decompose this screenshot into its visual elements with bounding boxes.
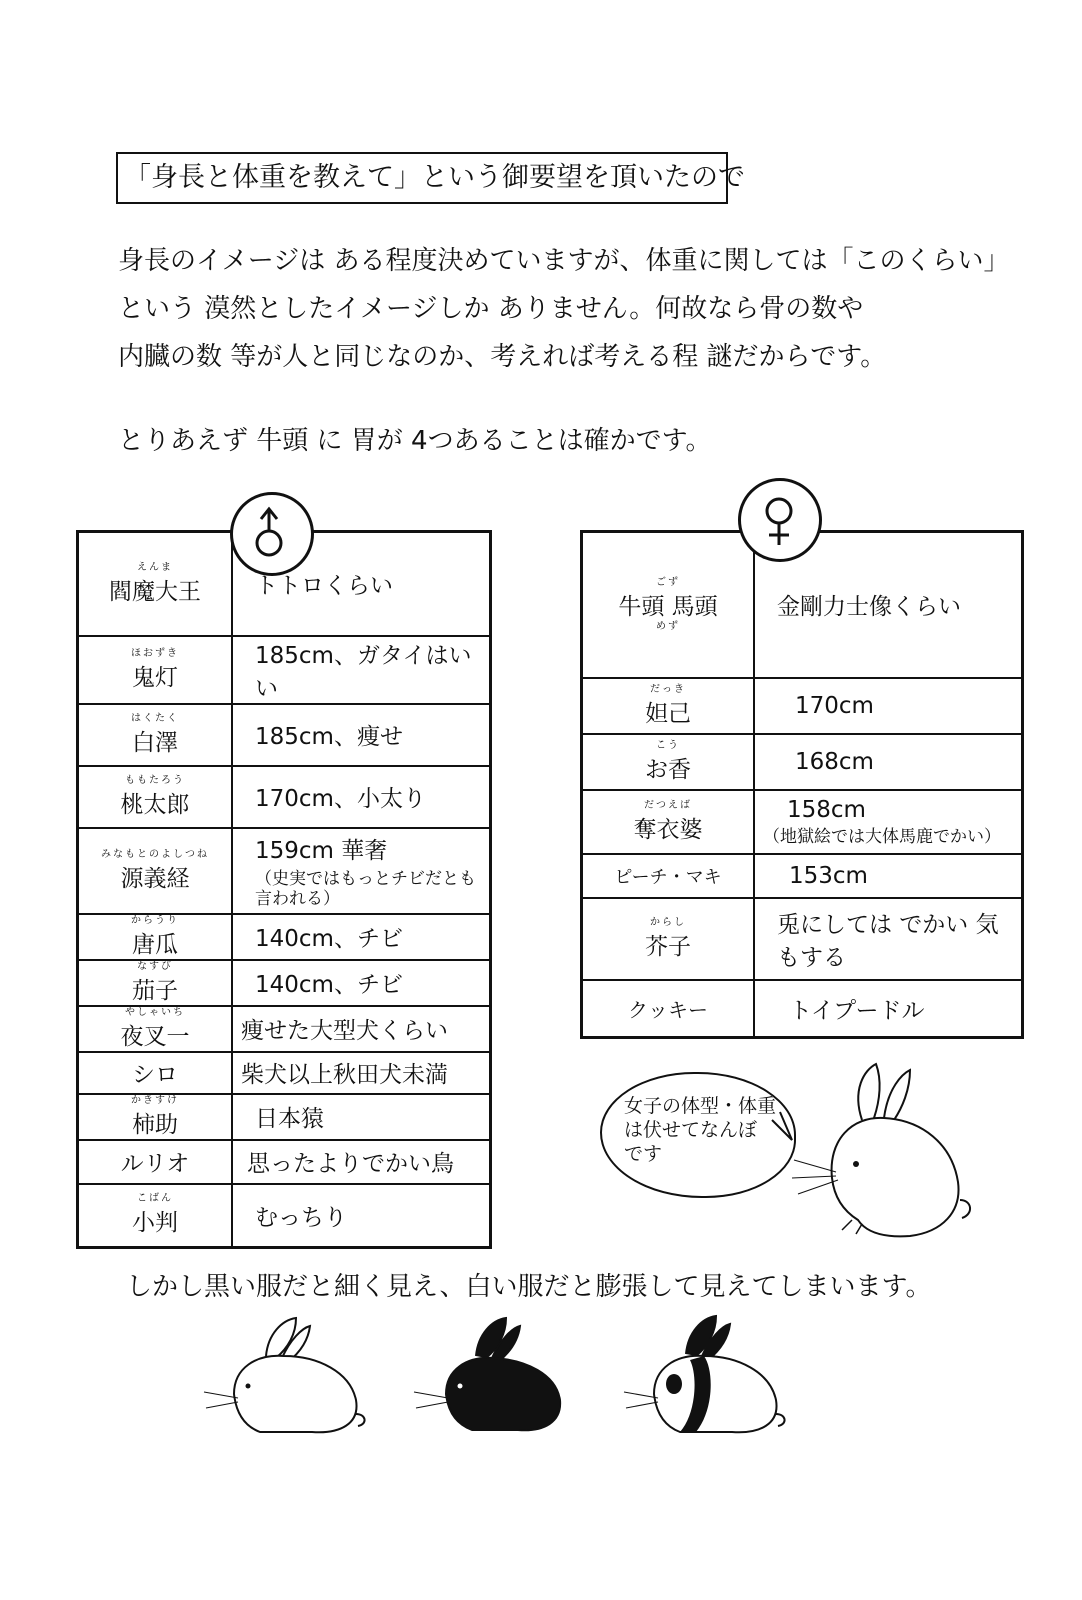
ruby-reading: こう [655, 739, 680, 751]
character-size: 140cm、チビ [232, 960, 491, 1006]
female-table [580, 530, 1024, 1039]
male-table [76, 530, 492, 1249]
page-title: 「身長と体重を教えて」という御要望を頂いたので [116, 152, 728, 204]
name-text: 茄子 [132, 977, 178, 1004]
table-row [78, 636, 491, 704]
ruby-reading: はくたく [131, 712, 179, 724]
character-name [78, 828, 233, 914]
table-row [582, 854, 1023, 898]
name-text: ルリオ [120, 1151, 190, 1177]
character-size [232, 828, 491, 914]
name-text: 桃太郎 [120, 791, 190, 818]
character-size: トトロくらい [232, 532, 491, 636]
ruby-reading: ほおずき [131, 647, 179, 659]
character-name [582, 854, 754, 898]
table-row [582, 678, 1023, 734]
ruby-reading: からうり [131, 914, 179, 926]
bubble-text: 女子の体型・体重 は伏せてなんぼ です [624, 1095, 777, 1165]
table-row [78, 1094, 491, 1140]
character-size: 兎にしては でかい 気もする [754, 898, 1023, 980]
ruby-reading: だつえば [643, 799, 692, 811]
ruby-reading: ごず [655, 577, 680, 589]
table-row [78, 828, 491, 914]
ruby-reading: やしゃいち [125, 1006, 185, 1018]
table-row [78, 960, 491, 1006]
ruby-reading: えんま [137, 561, 173, 573]
character-name [78, 1184, 233, 1248]
intro-line-2: という 漠然としたイメージしか ありません。何故なら骨の数や [118, 294, 864, 324]
bottom-caption: しかし黒い服だと細く見え、白い服だと膨張して見えてしまいます。 [126, 1272, 932, 1302]
table-row [78, 914, 491, 960]
name-text: 唐瓜 [132, 931, 178, 958]
character-size: 140cm、チビ [232, 914, 491, 960]
name-text: 鬼灯 [132, 664, 178, 691]
character-name [582, 898, 754, 980]
intro-line-3: 内臓の数 等が人と同じなのか、考えれば考える程 謎だからです。 [118, 342, 887, 372]
name-text: 夜叉一 [120, 1023, 190, 1050]
character-size: 痩せた大型犬くらい [232, 1006, 491, 1052]
ruby-reading: からし [649, 916, 686, 928]
table-row [78, 766, 491, 828]
ruby-reading: かきすけ [131, 1094, 179, 1106]
name-text: お香 [644, 756, 691, 783]
ruby-reading: こばん [137, 1193, 173, 1205]
name-text: 牛頭 馬頭 [618, 594, 718, 621]
character-size: 185cm、痩せ [232, 704, 491, 766]
male-icon [233, 495, 311, 573]
table-row [582, 980, 1023, 1038]
size-note: （史実ではもっとチビだとも言われる） [255, 869, 476, 909]
table-row [78, 1052, 491, 1094]
black-clothes-rabbit-icon [410, 1316, 590, 1440]
character-name [582, 678, 754, 734]
note-line: とりあえず 牛頭 に 胃が 4つあることは確かです。 [118, 426, 712, 456]
table-row [78, 704, 491, 766]
table-row [582, 790, 1023, 854]
character-size: トイプードル [754, 980, 1023, 1038]
size-text: 159cm 華奢 [255, 838, 388, 864]
ruby-reading: ももたろう [125, 774, 185, 786]
character-size: むっちり [232, 1184, 491, 1248]
character-size: 185cm、ガタイはいい [232, 636, 491, 704]
character-name [78, 766, 233, 828]
character-size [754, 790, 1023, 854]
name-text: 小判 [132, 1210, 178, 1237]
name-text: 奪衣婆 [633, 816, 703, 843]
ruby-reading-2: めず [655, 621, 680, 633]
intro-line-1: 身長のイメージは ある程度決めていますが、体重に関しては「このくらい」 [118, 246, 1010, 276]
ruby-reading: みなもとのよしつね [101, 848, 209, 860]
character-name [78, 960, 233, 1006]
character-name [78, 1140, 233, 1184]
character-size: 思ったよりでかい鳥 [232, 1140, 491, 1184]
character-size: 168cm [754, 734, 1023, 790]
ruby-reading: なすび [137, 960, 173, 972]
name-text: 源義経 [120, 865, 190, 892]
table-row [78, 1006, 491, 1052]
character-name [78, 914, 233, 960]
ruby-reading: だっき [649, 683, 686, 695]
table-row [582, 734, 1023, 790]
name-text: クッキー [627, 997, 708, 1022]
character-size: 日本猿 [232, 1094, 491, 1140]
name-text: シロ [132, 1062, 178, 1088]
character-size: 170cm、小太り [232, 766, 491, 828]
character-name [78, 532, 233, 636]
white-clothes-rabbit-icon [200, 1316, 380, 1440]
character-size: 170cm [754, 678, 1023, 734]
panda-clothes-rabbit-icon [610, 1310, 810, 1440]
character-name [78, 1006, 233, 1052]
character-name [78, 1052, 233, 1094]
name-text: 閻魔大王 [109, 578, 201, 605]
table-row [78, 1184, 491, 1248]
character-name [582, 790, 754, 854]
name-text: 柿助 [132, 1111, 178, 1138]
character-size: 金剛力士像くらい [754, 532, 1023, 678]
female-icon [741, 481, 819, 559]
character-name [78, 704, 233, 766]
character-name [78, 1094, 233, 1140]
character-name [582, 980, 754, 1038]
name-text: 芥子 [644, 933, 691, 960]
character-name [582, 734, 754, 790]
size-note: （地獄絵では大体馬鹿でかい） [762, 826, 1001, 847]
table-row [582, 898, 1023, 980]
name-text: 白澤 [132, 729, 178, 756]
table-row [78, 1140, 491, 1184]
speech-bubble [600, 1072, 796, 1198]
male-symbol-badge [230, 492, 314, 576]
size-text: 158cm [786, 796, 866, 823]
character-size: 柴犬以上秋田犬未満 [232, 1052, 491, 1094]
female-symbol-badge [738, 478, 822, 562]
character-size: 153cm [754, 854, 1023, 898]
character-name [582, 532, 754, 678]
name-text: 妲己 [644, 700, 691, 727]
white-rabbit-icon [792, 1060, 982, 1250]
character-name [78, 636, 233, 704]
name-text: ピーチ・マキ [614, 866, 722, 888]
